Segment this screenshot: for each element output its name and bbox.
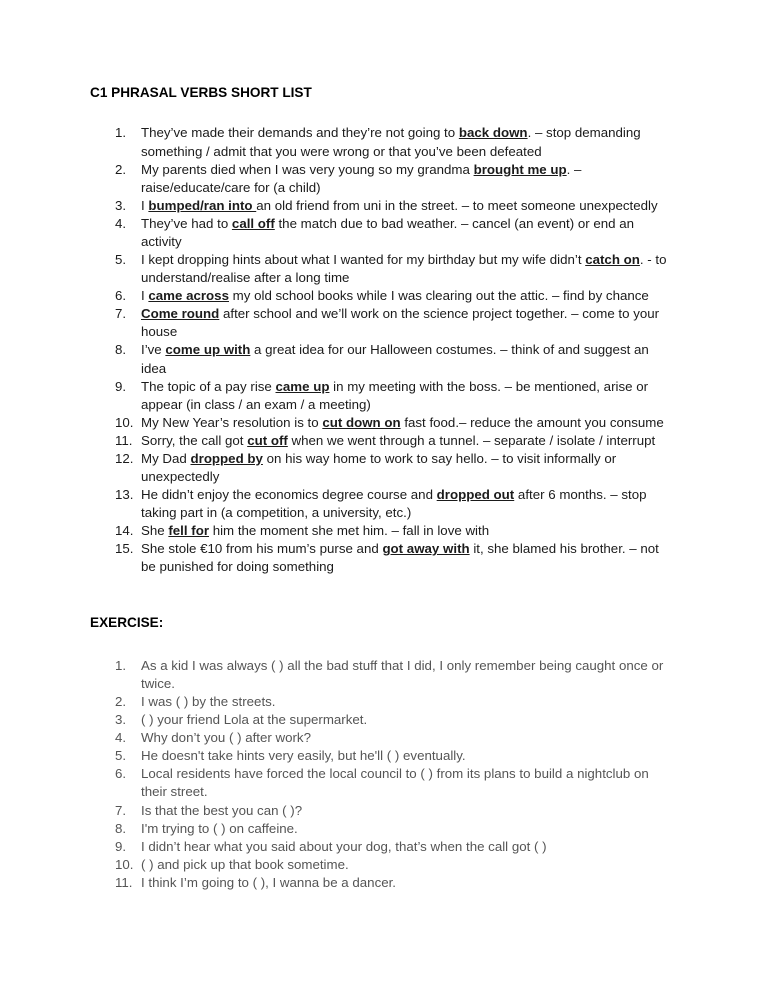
item-number: 3. <box>115 197 127 213</box>
phrasal-verb: call off <box>231 215 275 231</box>
item-number: 15. <box>115 541 134 557</box>
sentence-text: I’ve <box>141 342 166 358</box>
sentence-text: when we went through a tunnel. – separate / isolate / interrupt <box>287 432 656 448</box>
item-number: 4. <box>115 215 127 231</box>
list-item <box>115 124 672 160</box>
sentence-text: Sorry, the call got <box>141 432 248 448</box>
sentence-text: I <box>141 197 149 213</box>
list-item <box>115 341 672 377</box>
item-number: 7. <box>115 306 127 322</box>
item-text <box>141 414 672 432</box>
item-text: ( ) and pick up that book sometime. <box>141 856 349 872</box>
list-item <box>115 729 672 747</box>
item-number: 8. <box>115 342 127 358</box>
sentence-text: My New Year’s resolution is to <box>141 414 323 430</box>
phrasal-verb: dropped by <box>190 450 263 466</box>
sentence-text: my old school books while I was clearing out the attic. – find by chance <box>228 288 649 304</box>
item-number: 13. <box>115 487 134 503</box>
sentence-text: on his way home to work to say hello. – to visit informally or unexpectedly <box>141 450 617 484</box>
item-text: I'm trying to ( ) on caffeine. <box>141 820 298 836</box>
item-text: As a kid I was always ( ) all the bad stuff that I did, I only remember being caught once or twice. <box>141 657 664 691</box>
list-item <box>115 856 672 874</box>
sentence-text: it, she blamed his brother. – not be punished for doing something <box>141 541 659 575</box>
sentence-text: The topic of a pay rise <box>141 378 276 394</box>
item-text: I think I’m going to ( ), I wanna be a dancer. <box>141 874 396 890</box>
item-text <box>141 540 672 576</box>
list-item <box>115 486 672 522</box>
item-number: 4. <box>115 730 127 746</box>
item-text <box>141 378 672 414</box>
item-text: I was ( ) by the streets. <box>141 694 276 710</box>
phrasal-verb: bumped/ran into <box>148 197 257 213</box>
list-item <box>115 197 672 215</box>
sentence-text: . - to understand/realise after a long time <box>141 252 667 286</box>
phrasal-verb: got away with <box>382 541 470 557</box>
sentence-text: My Dad <box>141 450 191 466</box>
phrasal-verb: cut down on <box>322 414 401 430</box>
list-item <box>115 522 672 540</box>
list-item <box>115 765 672 801</box>
sentence-text: They’ve made their demands and they’re not going to <box>141 125 459 141</box>
list-item <box>115 161 672 197</box>
item-number: 10. <box>115 856 134 872</box>
item-text: Local residents have forced the local council to ( ) from its plans to build a nightclub on their street. <box>141 766 649 800</box>
sentence-text: him the moment she met him. – fall in love with <box>209 523 490 539</box>
exercise-heading: EXERCISE: <box>90 615 164 631</box>
sentence-text: after 6 months. – stop taking part in (a competition, a university, etc.) <box>141 487 647 521</box>
list-item <box>115 540 672 576</box>
item-number: 5. <box>115 748 127 764</box>
sentence-text: She stole €10 from his mum’s purse and <box>141 541 383 557</box>
item-number: 6. <box>115 766 127 782</box>
item-number: 12. <box>115 450 134 466</box>
item-number: 2. <box>115 161 127 177</box>
item-text <box>141 251 672 287</box>
item-number: 3. <box>115 712 127 728</box>
list-item <box>115 450 672 486</box>
item-number: 14. <box>115 523 134 539</box>
item-text: Is that the best you can ( )? <box>141 802 303 818</box>
phrasal-verb: back down <box>458 125 528 141</box>
item-text <box>141 432 672 450</box>
item-text <box>141 161 672 197</box>
sentence-text: a great idea for our Halloween costumes. – think of and suggest an idea <box>141 342 649 376</box>
list-item <box>115 414 672 432</box>
phrasal-verbs-list <box>115 124 672 576</box>
item-text <box>141 215 672 251</box>
item-text: He doesn't take hints very easily, but he'll ( ) eventually. <box>141 748 466 764</box>
item-text <box>141 486 672 522</box>
item-text <box>141 287 672 305</box>
list-item <box>115 305 672 341</box>
sentence-text: after school and we’ll work on the science project together. – come to your house <box>141 306 660 340</box>
phrasal-verb: came across <box>148 288 229 304</box>
sentence-text: . – stop demanding something / admit that you were wrong or that you’ve been defeated <box>141 125 641 159</box>
page-title: C1 PHRASAL VERBS SHORT LIST <box>90 85 312 100</box>
phrasal-verb: catch on <box>585 252 640 268</box>
list-item <box>115 711 672 729</box>
sentence-text: I kept dropping hints about what I wanted for my birthday but my wife didn’t <box>141 252 586 268</box>
sentence-text: My parents died when I was very young so my grandma <box>141 161 474 177</box>
phrasal-verb: brought me up <box>473 161 567 177</box>
list-item <box>115 693 672 711</box>
sentence-text: They’ve had to <box>141 215 232 231</box>
item-number: 8. <box>115 820 127 836</box>
item-text: I didn’t hear what you said about your dog, that’s when the call got ( ) <box>141 838 547 854</box>
list-item <box>115 657 672 693</box>
item-text <box>141 124 672 160</box>
list-item <box>115 838 672 856</box>
phrasal-verb: come up with <box>165 342 251 358</box>
item-number: 2. <box>115 694 127 710</box>
phrasal-verb: cut off <box>247 432 288 448</box>
phrasal-verb: came up <box>275 378 330 394</box>
phrasal-verb: dropped out <box>436 487 515 503</box>
sentence-text: . – raise/educate/care for (a child) <box>141 161 582 195</box>
item-number: 11. <box>115 432 133 448</box>
phrasal-verb: fell for <box>168 523 209 539</box>
item-text: Why don’t you ( ) after work? <box>141 730 311 746</box>
exercise-list <box>115 657 672 892</box>
sentence-text: I <box>141 288 149 304</box>
item-number: 1. <box>115 657 127 673</box>
item-text <box>141 522 672 540</box>
list-item <box>115 802 672 820</box>
item-text <box>141 450 672 486</box>
item-number: 11. <box>115 874 133 890</box>
item-text <box>141 305 672 341</box>
sentence-text: in my meeting with the boss. – be mentioned, arise or appear (in class / an exam / a meeting) <box>141 378 649 412</box>
item-number: 6. <box>115 288 127 304</box>
list-item <box>115 747 672 765</box>
item-text: ( ) your friend Lola at the supermarket. <box>141 712 368 728</box>
sentence-text: She <box>141 523 169 539</box>
list-item <box>115 432 672 450</box>
sentence-text: He didn’t enjoy the economics degree course and <box>141 487 437 503</box>
item-number: 10. <box>115 414 134 430</box>
list-item <box>115 820 672 838</box>
sentence-text: the match due to bad weather. – cancel (an event) or end an activity <box>141 215 635 249</box>
list-item <box>115 251 672 287</box>
item-number: 5. <box>115 252 127 268</box>
list-item <box>115 378 672 414</box>
list-item <box>115 287 672 305</box>
item-number: 1. <box>115 125 127 141</box>
item-number: 9. <box>115 378 127 394</box>
list-item <box>115 215 672 251</box>
item-number: 7. <box>115 802 127 818</box>
list-item <box>115 874 672 892</box>
sentence-text: an old friend from uni in the street. – to meet someone unexpectedly <box>256 197 658 213</box>
phrasal-verb: Come round <box>141 306 220 322</box>
item-text <box>141 341 672 377</box>
item-text <box>141 197 672 215</box>
item-number: 9. <box>115 838 127 854</box>
sentence-text: fast food.– reduce the amount you consume <box>400 414 664 430</box>
